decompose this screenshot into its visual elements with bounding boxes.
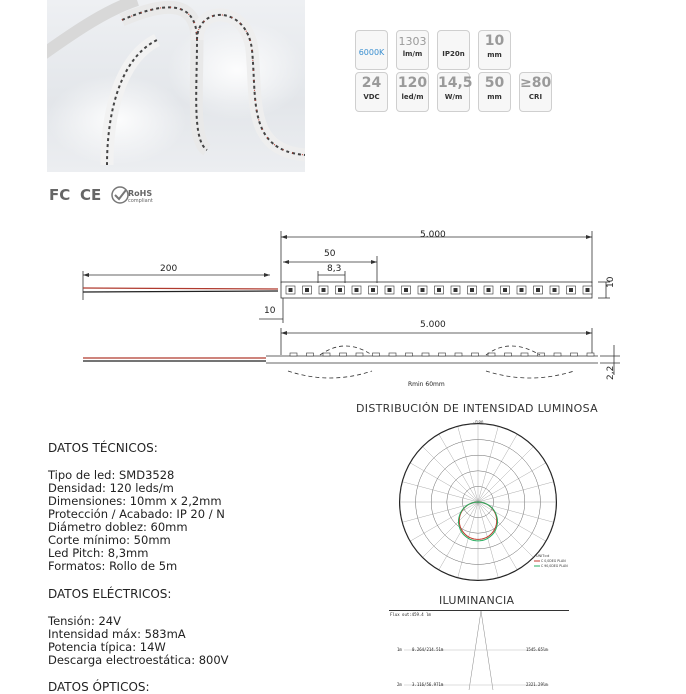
- dim-total-top: 5.000: [420, 230, 446, 240]
- side-led-chip: [521, 353, 528, 356]
- dim-width: 10: [606, 276, 616, 288]
- led-chip-center: [421, 288, 425, 292]
- side-led-chip: [505, 353, 512, 356]
- spec-cut-length: [478, 72, 511, 112]
- spec-unit: mm: [487, 51, 502, 59]
- polar-spoke: [410, 463, 478, 502]
- spec-value: 50: [484, 75, 505, 91]
- spec-led-density: [396, 72, 429, 112]
- polar-spoke: [478, 463, 546, 502]
- led-row: [286, 286, 592, 294]
- side-led-chip: [373, 353, 380, 356]
- polar-spoke: [403, 482, 478, 502]
- rohs-text: RoHS: [128, 189, 153, 198]
- polar-spoke: [423, 502, 478, 557]
- led-chip-center: [520, 288, 524, 292]
- side-led-chip: [587, 353, 594, 356]
- led-chip-center: [404, 288, 408, 292]
- led-strip-photo: [47, 0, 305, 172]
- ce-logo: [80, 186, 101, 204]
- side-led-chip: [554, 353, 561, 356]
- led-chip-center: [586, 288, 590, 292]
- led-chip-center: [487, 288, 491, 292]
- bend-radius-label: Rmin 60mm: [408, 381, 445, 388]
- led-chip-center: [355, 288, 359, 292]
- polar-spoke: [478, 447, 533, 502]
- spec-cri: [519, 72, 552, 112]
- spec-value: 6000K: [358, 48, 385, 57]
- polar-spoke: [478, 427, 498, 502]
- polar-spoke: [478, 502, 533, 557]
- led-chip-center: [289, 288, 293, 292]
- spec-voltage: [355, 72, 388, 112]
- spec-value: 1303: [398, 35, 427, 48]
- polar-top-label: -/180: [473, 420, 484, 425]
- led-chip-center: [503, 288, 507, 292]
- elec-heading: DATOS ELÉCTRICOS:: [48, 587, 172, 601]
- elec-line: Descarga electroestática: 800V: [48, 653, 229, 667]
- ce-text: CE: [80, 186, 102, 204]
- led-chip-center: [470, 288, 474, 292]
- led-chip-center: [322, 288, 326, 292]
- side-led-chip: [356, 353, 363, 356]
- side-led-chip: [307, 353, 314, 356]
- polar-spoke: [410, 502, 478, 541]
- illum-row2-values: 3.116/56.971m: [412, 682, 444, 687]
- side-led-chip: [340, 353, 347, 356]
- spec-width: [478, 30, 511, 70]
- spec-ip-rating: [437, 30, 470, 70]
- rohs-logo: [111, 185, 151, 211]
- illum-row1-dist: 1m: [397, 647, 402, 652]
- tech-line: Dimensiones: 10mm x 2,2mm: [48, 494, 222, 508]
- polar-spoke: [439, 434, 478, 502]
- polar-spoke: [403, 502, 478, 522]
- polar-legend-c90: C 90,0DEG PLAN: [541, 564, 568, 568]
- fcc-text: FC: [49, 186, 71, 204]
- elec-line: Tensión: 24V: [48, 614, 121, 628]
- elec-line: Potencia típica: 14W: [48, 640, 166, 654]
- illum-row2-dist: 2m: [397, 682, 402, 687]
- led-chip-center: [338, 288, 342, 292]
- led-chip-center: [371, 288, 375, 292]
- spec-unit: mm: [487, 93, 502, 101]
- polar-legend-title: UNIT:cd: [536, 554, 550, 558]
- dim-total-side: 5.000: [420, 320, 446, 330]
- polar-spoke: [423, 447, 478, 502]
- fcc-logo: [49, 186, 70, 204]
- tech-line: Protección / Acabado: IP 20 / N: [48, 507, 225, 521]
- spec-value: 24: [361, 75, 382, 91]
- side-led-row: [290, 353, 594, 356]
- tech-line: Led Pitch: 8,3mm: [48, 546, 149, 560]
- spec-unit: CRI: [528, 93, 543, 101]
- tech-heading: DATOS TÉCNICOS:: [48, 441, 158, 455]
- polar-spoke: [478, 434, 517, 502]
- side-led-chip: [439, 353, 446, 356]
- polar-spoke: [439, 502, 478, 570]
- spec-value: [438, 36, 469, 48]
- tech-line: Tipo de led: SMD3528: [48, 468, 175, 482]
- spec-unit: led/m: [401, 93, 424, 101]
- side-led-chip: [488, 353, 495, 356]
- polar-spoke: [458, 427, 478, 502]
- side-led-chip: [389, 353, 396, 356]
- dim-pitch: 8,3: [327, 264, 342, 274]
- side-led-chip: [455, 353, 462, 356]
- spec-power: [437, 72, 473, 112]
- illum-diagram: [389, 610, 569, 690]
- elec-line: Intensidad máx: 583mA: [48, 627, 186, 641]
- side-led-chip: [290, 353, 297, 356]
- polar-legend-c0: C 0,0DEG PLAN: [541, 559, 566, 563]
- led-chip-center: [454, 288, 458, 292]
- tech-line: Densidad: 120 leds/m: [48, 481, 174, 495]
- polar-diagram: [388, 416, 568, 594]
- polar-spoke: [478, 482, 553, 502]
- rohs-subtext: compliant: [128, 198, 153, 204]
- side-led-chip: [422, 353, 429, 356]
- spec-unit: VDC: [363, 93, 380, 101]
- side-led-chip: [571, 353, 578, 356]
- side-led-chip: [323, 353, 330, 356]
- dim-offset: 10: [264, 306, 276, 316]
- tech-line: Diámetro doblez: 60mm: [48, 520, 188, 534]
- polar-title: DISTRIBUCIÓN DE INTENSIDAD LUMINOSA: [356, 402, 598, 415]
- side-led-chip: [472, 353, 479, 356]
- led-chip-center: [305, 288, 309, 292]
- polar-spoke: [478, 502, 517, 570]
- product-photo: [47, 0, 305, 172]
- led-chip-center: [388, 288, 392, 292]
- illum-row1-lux: 1545.65lm: [526, 647, 548, 652]
- side-led-chip: [406, 353, 413, 356]
- dim-cable: 200: [160, 264, 178, 274]
- illum-row1-values: 0.264/214.51m: [412, 647, 444, 652]
- illum-row2-lux: 2321.29lm: [526, 682, 548, 687]
- tech-line: Formatos: Rollo de 5m: [48, 559, 178, 573]
- illum-title: ILUMINANCIA: [439, 594, 515, 607]
- technical-drawing: [0, 225, 686, 395]
- spec-luminous-flux: [396, 30, 429, 70]
- optic-heading: DATOS ÓPTICOS:: [48, 680, 150, 694]
- led-chip-center: [536, 288, 540, 292]
- spec-unit: lm/m: [402, 50, 423, 58]
- spec-unit: IP20n: [442, 50, 465, 58]
- spec-color-temp: [355, 30, 388, 70]
- led-chip-center: [553, 288, 557, 292]
- tech-line: Corte mínimo: 50mm: [48, 533, 171, 547]
- dim-thickness: 2,2: [606, 365, 616, 380]
- illum-header: Flux out:459.4 lm: [390, 612, 431, 617]
- spec-value: 14,5: [438, 75, 473, 91]
- spec-value: 10: [484, 33, 505, 49]
- polar-spoke: [478, 502, 546, 541]
- dim-cut: 50: [324, 249, 336, 259]
- spec-unit: W/m: [444, 93, 463, 101]
- led-chip-center: [569, 288, 573, 292]
- polar-spoke: [478, 502, 553, 522]
- spec-value: ≥80: [520, 75, 552, 91]
- led-chip-center: [437, 288, 441, 292]
- spec-value: 120: [397, 75, 428, 91]
